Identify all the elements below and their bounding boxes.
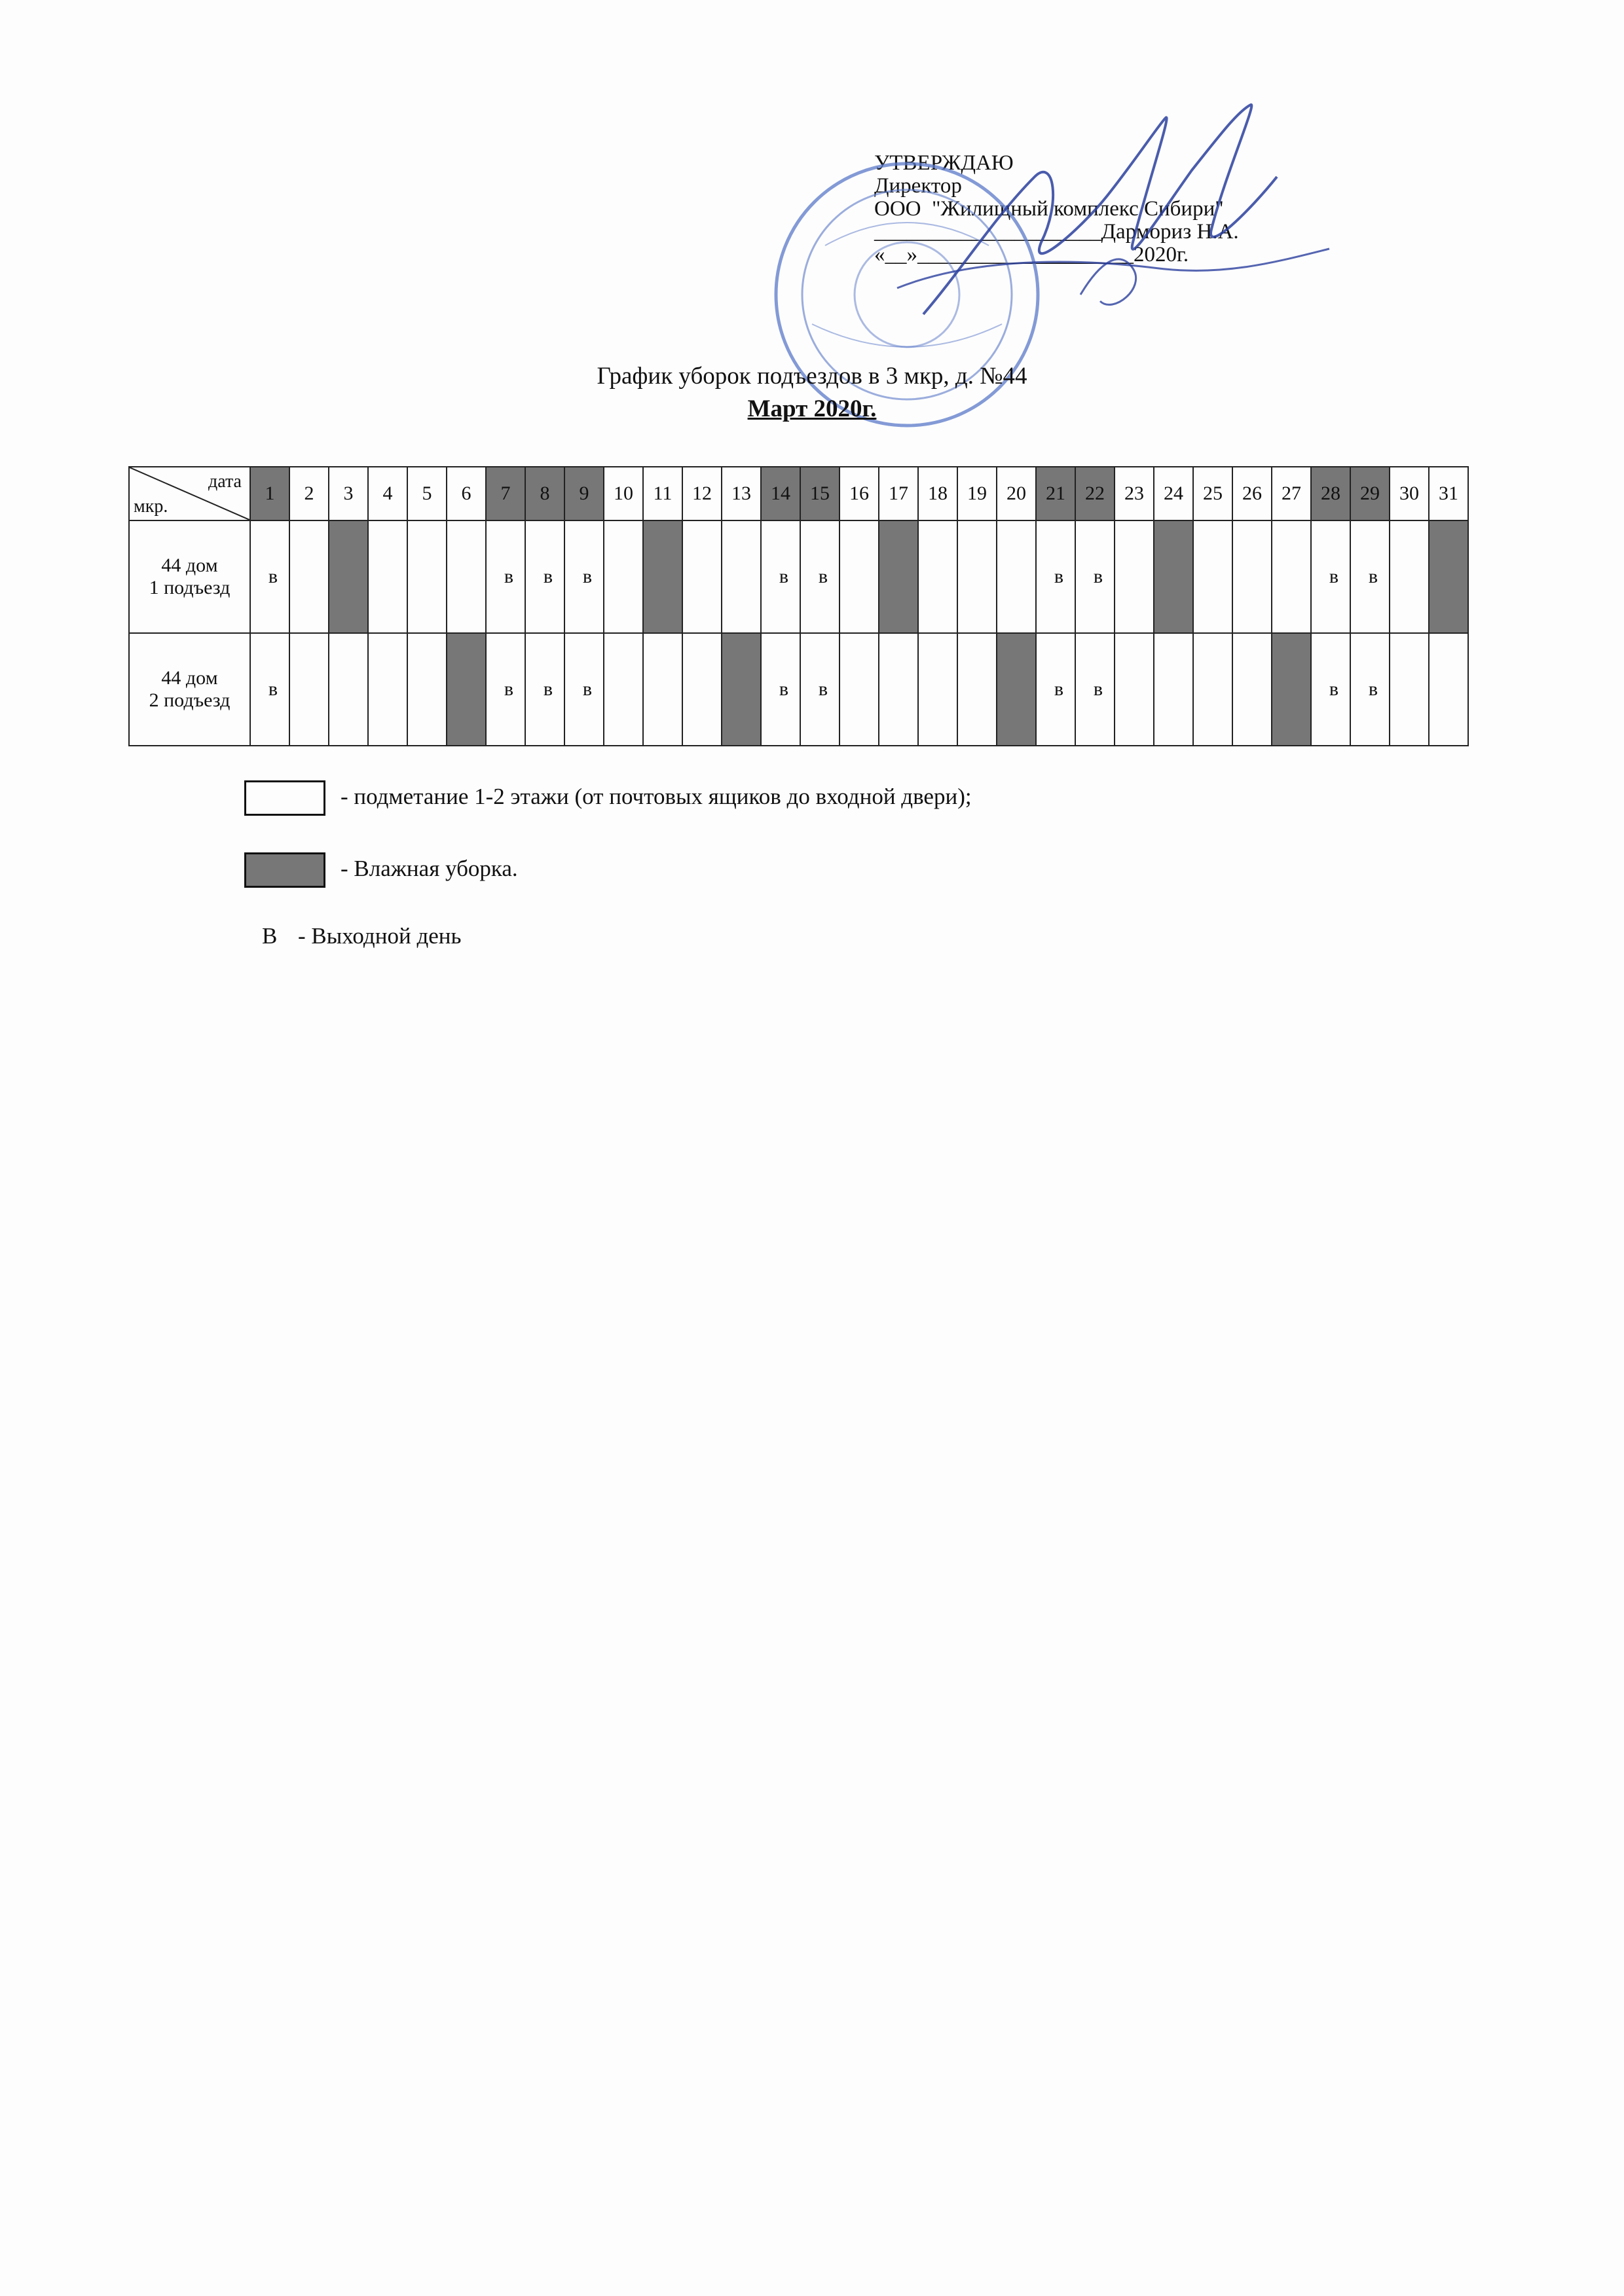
day-header-22: 22 <box>1075 467 1115 520</box>
day-header-29: 29 <box>1350 467 1390 520</box>
schedule-cell <box>879 520 918 633</box>
table-header-row <box>129 467 1468 520</box>
schedule-cell <box>329 520 368 633</box>
schedule-cell <box>643 633 682 746</box>
schedule-cell <box>1193 520 1232 633</box>
schedule-cell <box>918 633 957 746</box>
schedule-cell: в <box>1350 520 1390 633</box>
schedule-cell <box>329 633 368 746</box>
legend-wet-text: - Влажная уборка. <box>341 856 518 881</box>
schedule-cell <box>682 633 722 746</box>
day-header-6: 6 <box>447 467 486 520</box>
schedule-cell <box>368 633 407 746</box>
schedule-cell: в <box>1075 633 1115 746</box>
cleaning-schedule-table <box>128 466 1469 746</box>
row-label-entrance: 1 подъезд <box>149 577 231 598</box>
day-header-24: 24 <box>1154 467 1193 520</box>
schedule-cell <box>1193 633 1232 746</box>
day-header-11: 11 <box>643 467 682 520</box>
schedule-cell: в <box>1350 633 1390 746</box>
schedule-cell <box>682 520 722 633</box>
document-title: График уборок подъездов в 3 мкр, д. №44 <box>597 363 1027 390</box>
schedule-cell <box>957 633 997 746</box>
schedule-cell <box>1390 520 1429 633</box>
schedule-cell <box>604 633 643 746</box>
schedule-cell <box>722 633 761 746</box>
schedule-cell <box>1390 633 1429 746</box>
approval-line-signatory: _____________________Дармориз Н.А. <box>874 220 1239 244</box>
schedule-cell <box>840 520 879 633</box>
day-header-18: 18 <box>918 467 957 520</box>
schedule-cell: в <box>486 520 525 633</box>
document-subtitle: Март 2020г. <box>747 395 877 422</box>
table-row <box>129 520 1468 633</box>
day-header-8: 8 <box>525 467 564 520</box>
day-header-4: 4 <box>368 467 407 520</box>
schedule-cell: в <box>525 633 564 746</box>
row-label-house: 44 дом <box>161 667 218 689</box>
schedule-cell <box>722 520 761 633</box>
day-header-31: 31 <box>1429 467 1468 520</box>
legend-off-letter: В <box>262 923 278 949</box>
schedule-cell <box>1115 520 1154 633</box>
schedule-cell: в <box>564 520 604 633</box>
schedule-cell <box>1272 633 1311 746</box>
legend-sweep-swatch <box>244 780 325 816</box>
approval-line-approve: УТВЕРЖДАЮ <box>874 151 1014 175</box>
schedule-cell <box>1429 520 1468 633</box>
schedule-cell: в <box>761 520 800 633</box>
schedule-cell: в <box>525 520 564 633</box>
day-header-2: 2 <box>289 467 329 520</box>
day-header-1: 1 <box>250 467 289 520</box>
day-header-23: 23 <box>1115 467 1154 520</box>
schedule-cell <box>1115 633 1154 746</box>
day-header-17: 17 <box>879 467 918 520</box>
schedule-cell <box>997 520 1036 633</box>
day-header-28: 28 <box>1311 467 1350 520</box>
day-header-26: 26 <box>1232 467 1272 520</box>
schedule-cell: в <box>1311 520 1350 633</box>
schedule-cell: в <box>1075 520 1115 633</box>
schedule-cell <box>879 633 918 746</box>
schedule-cell <box>447 633 486 746</box>
day-header-5: 5 <box>407 467 447 520</box>
day-header-10: 10 <box>604 467 643 520</box>
approval-line-date: «__»____________________2020г. <box>874 243 1189 266</box>
row-label <box>129 520 250 633</box>
corner-date-label: дата <box>208 471 242 492</box>
legend-off-text: - Выходной день <box>298 923 462 949</box>
schedule-cell <box>604 520 643 633</box>
row-label-entrance: 2 подъезд <box>149 689 231 711</box>
schedule-cell <box>289 633 329 746</box>
schedule-cell <box>368 520 407 633</box>
schedule-cell <box>407 520 447 633</box>
schedule-cell <box>1429 633 1468 746</box>
schedule-cell <box>1232 520 1272 633</box>
schedule-cell: в <box>800 520 840 633</box>
day-header-20: 20 <box>997 467 1036 520</box>
day-header-9: 9 <box>564 467 604 520</box>
schedule-cell <box>997 633 1036 746</box>
day-header-13: 13 <box>722 467 761 520</box>
day-header-12: 12 <box>682 467 722 520</box>
schedule-cell: в <box>250 520 289 633</box>
schedule-cell <box>957 520 997 633</box>
schedule-cell: в <box>564 633 604 746</box>
table-row <box>129 633 1468 746</box>
legend-wet-swatch <box>244 852 325 888</box>
day-header-14: 14 <box>761 467 800 520</box>
schedule-cell <box>289 520 329 633</box>
day-header-25: 25 <box>1193 467 1232 520</box>
corner-district-label: мкр. <box>134 496 168 517</box>
legend-sweep-text: - подметание 1-2 этажи (от почтовых ящиков до входной двери); <box>341 784 972 809</box>
row-label <box>129 633 250 746</box>
day-header-16: 16 <box>840 467 879 520</box>
row-label-house: 44 дом <box>161 555 218 576</box>
approval-line-position: Директор <box>874 174 962 198</box>
schedule-cell <box>1272 520 1311 633</box>
schedule-cell <box>918 520 957 633</box>
schedule-cell <box>840 633 879 746</box>
day-header-27: 27 <box>1272 467 1311 520</box>
day-header-3: 3 <box>329 467 368 520</box>
schedule-cell <box>407 633 447 746</box>
approval-line-company: ООО "Жилищный комплекс Сибири" <box>874 197 1224 221</box>
schedule-cell: в <box>800 633 840 746</box>
day-header-30: 30 <box>1390 467 1429 520</box>
table-corner-cell <box>129 467 250 520</box>
schedule-cell: в <box>486 633 525 746</box>
schedule-cell: в <box>1036 520 1075 633</box>
schedule-cell: в <box>761 633 800 746</box>
day-header-7: 7 <box>486 467 525 520</box>
schedule-cell <box>447 520 486 633</box>
schedule-cell: в <box>1036 633 1075 746</box>
day-header-15: 15 <box>800 467 840 520</box>
director-signature-icon <box>884 98 1342 373</box>
schedule-cell <box>1154 633 1193 746</box>
schedule-cell <box>643 520 682 633</box>
schedule-cell: в <box>250 633 289 746</box>
day-header-21: 21 <box>1036 467 1075 520</box>
schedule-cell: в <box>1311 633 1350 746</box>
day-header-19: 19 <box>957 467 997 520</box>
schedule-cell <box>1232 633 1272 746</box>
schedule-cell <box>1154 520 1193 633</box>
